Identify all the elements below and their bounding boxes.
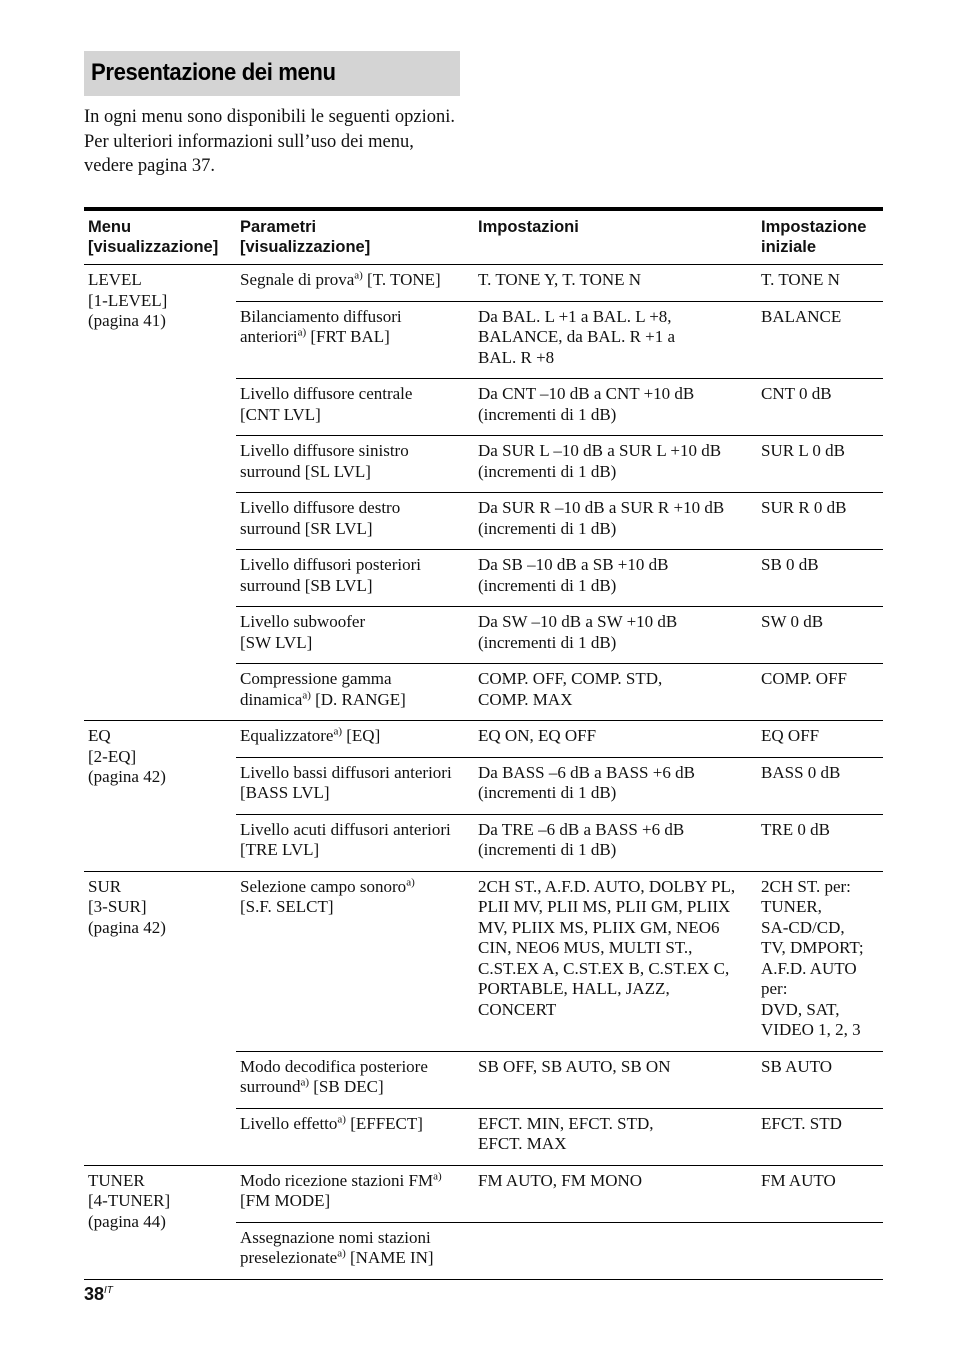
- param-cell: [236, 436, 474, 493]
- settings-line: PLII MV, PLII MS, PLII GM, PLIIX: [478, 897, 731, 916]
- page-number: [84, 1284, 113, 1305]
- menu-display: [3-SUR]: [88, 897, 147, 916]
- settings-cell: [474, 721, 757, 758]
- param-line: [SW LVL]: [240, 632, 313, 652]
- settings-line: Da SB –10 dB a SB +10 dB: [478, 555, 669, 574]
- settings-cell: [474, 265, 757, 302]
- param-cell: [236, 265, 474, 302]
- initial-line: DVD, SAT,: [761, 999, 840, 1019]
- title-band: [84, 51, 460, 96]
- settings-line: T. TONE Y, T. TONE N: [478, 270, 642, 289]
- settings-cell: [474, 550, 757, 607]
- header-settings: [474, 209, 757, 265]
- header-param-line1: Parametri: [240, 218, 317, 236]
- menu-cell-tuner: [84, 1165, 236, 1279]
- initial-line: TUNER,: [761, 897, 822, 916]
- page-title: Presentazione dei menu: [91, 59, 336, 86]
- initial-line: per:: [761, 979, 788, 998]
- settings-line: Da BASS –6 dB a BASS +6 dB: [478, 762, 695, 782]
- table-row: [84, 871, 883, 1051]
- page-number-value: 38: [84, 1284, 105, 1304]
- intro-paragraph: In ogni menu sono disponibili le seguenti opzioni. Per ulteriori informazioni sull’uso dei menu, vedere pagina 37.: [84, 107, 455, 176]
- param-line: [BASS LVL]: [240, 783, 330, 802]
- initial-cell: [757, 1165, 883, 1222]
- header-settings-line1: Impostazioni: [478, 218, 579, 236]
- settings-line: Da SUR R –10 dB a SUR R +10 dB: [478, 498, 725, 517]
- settings-cell: [474, 379, 757, 436]
- initial-line: SW 0 dB: [761, 612, 824, 631]
- settings-line: Da SUR L –10 dB a SUR L +10 dB: [478, 441, 722, 460]
- initial-cell: [757, 493, 883, 550]
- settings-line: Da SW –10 dB a SW +10 dB: [478, 612, 678, 631]
- param-line: anteriori$^{a)}$ [FRT BAL]: [240, 326, 390, 346]
- initial-cell: [757, 379, 883, 436]
- settings-line: COMP. OFF, COMP. STD,: [478, 669, 663, 688]
- param-line: Livello effetto$^{a)}$ [EFFECT]: [240, 1112, 423, 1133]
- initial-line: SUR R 0 dB: [761, 498, 847, 517]
- param-line: Livello diffusore sinistro: [240, 441, 409, 460]
- footnote-a: a): [300, 1076, 309, 1089]
- settings-cell: [474, 436, 757, 493]
- initial-line: A.F.D. AUTO: [761, 958, 857, 978]
- menu-cell-eq: [84, 721, 236, 872]
- param-line: Compressione gamma: [240, 669, 392, 688]
- settings-line: Da CNT –10 dB a CNT +10 dB: [478, 384, 695, 403]
- initial-line: EFCT. STD: [761, 1113, 842, 1133]
- param-line: [FM MODE]: [240, 1191, 331, 1210]
- header-initial-line1: Impostazione: [761, 218, 867, 236]
- settings-line: (incrementi di 1 dB): [478, 461, 617, 481]
- param-line: Livello diffusori posteriori: [240, 555, 421, 574]
- param-line: Livello diffusore destro: [240, 498, 401, 517]
- settings-line: SB OFF, SB AUTO, SB ON: [478, 1056, 671, 1076]
- param-cell: [236, 550, 474, 607]
- settings-line: COMP. MAX: [478, 689, 573, 709]
- initial-line: T. TONE N: [761, 270, 840, 289]
- page-language-suffix: IT: [104, 1285, 113, 1296]
- param-line: Livello subwoofer: [240, 612, 366, 631]
- param-line: Equalizzatore$^{a)}$ [EQ]: [240, 725, 381, 745]
- menu-cell-sur: [84, 871, 236, 1165]
- menu-page-ref: (pagina 44): [88, 1211, 166, 1231]
- menu-page-ref: (pagina 41): [88, 311, 166, 330]
- param-cell: [236, 607, 474, 664]
- settings-line: Da TRE –6 dB a BASS +6 dB: [478, 819, 685, 839]
- initial-line: SB 0 dB: [761, 555, 819, 574]
- initial-line: SB AUTO: [761, 1056, 833, 1076]
- initial-cell: [757, 721, 883, 758]
- initial-cell: [757, 607, 883, 664]
- menu-name: LEVEL: [88, 270, 142, 289]
- param-cell: [236, 871, 474, 1051]
- table-row: [84, 1165, 883, 1222]
- footnote-a: a): [333, 725, 342, 738]
- footnote-a: a): [337, 1112, 346, 1125]
- header-menu: [84, 209, 236, 265]
- initial-cell: [757, 436, 883, 493]
- param-line: Modo decodifica posteriore: [240, 1056, 428, 1076]
- initial-line: SA-CD/CD,: [761, 917, 845, 937]
- settings-line: EFCT. MIN, EFCT. STD,: [478, 1113, 654, 1133]
- param-line: surround$^{a)}$ [SB DEC]: [240, 1076, 384, 1096]
- initial-line: TV, DMPORT;: [761, 938, 864, 957]
- table-header-row: [84, 209, 883, 265]
- settings-line: C.ST.EX A, C.ST.EX B, C.ST.EX C,: [478, 958, 730, 978]
- settings-line: PORTABLE, HALL, JAZZ,: [478, 979, 670, 998]
- param-line: Livello bassi diffusori anteriori: [240, 762, 452, 782]
- param-cell: [236, 301, 474, 379]
- settings-line: CONCERT: [478, 999, 557, 1019]
- initial-line: BALANCE: [761, 306, 842, 326]
- initial-cell: [757, 1222, 883, 1279]
- initial-cell: [757, 1108, 883, 1165]
- header-initial: [757, 209, 883, 265]
- param-line: Livello acuti diffusori anteriori: [240, 819, 451, 839]
- settings-cell: [474, 757, 757, 814]
- header-initial-line2: iniziale: [761, 238, 817, 256]
- settings-cell: [474, 814, 757, 871]
- menu-display: [4-TUNER]: [88, 1191, 171, 1210]
- param-line: Bilanciamento diffusori: [240, 306, 402, 326]
- footnote-a: a): [433, 1169, 442, 1182]
- param-line: preselezionate$^{a)}$ [NAME IN]: [240, 1247, 434, 1267]
- initial-line: COMP. OFF: [761, 669, 847, 688]
- footnote-a: a): [302, 688, 311, 701]
- param-line: [TRE LVL]: [240, 840, 320, 859]
- param-cell: [236, 814, 474, 871]
- footnote-a: a): [354, 269, 363, 282]
- settings-cell: [474, 1222, 757, 1279]
- param-cell: [236, 1108, 474, 1165]
- initial-line: SUR L 0 dB: [761, 441, 845, 460]
- table-row: [84, 265, 883, 302]
- settings-line: (incrementi di 1 dB): [478, 404, 617, 424]
- settings-line: (incrementi di 1 dB): [478, 575, 617, 595]
- param-line: surround [SB LVL]: [240, 575, 373, 595]
- header-param-line2: [visualizzazione]: [240, 238, 371, 256]
- settings-line: (incrementi di 1 dB): [478, 840, 617, 859]
- param-line: surround [SL LVL]: [240, 461, 371, 481]
- param-line: Assegnazione nomi stazioni: [240, 1227, 431, 1247]
- settings-line: BALANCE, da BAL. R +1 a: [478, 327, 676, 346]
- menu-name: TUNER: [88, 1170, 145, 1190]
- param-cell: [236, 721, 474, 758]
- footnote-a: a): [337, 1247, 346, 1260]
- initial-line: CNT 0 dB: [761, 384, 832, 403]
- menu-name: SUR: [88, 876, 122, 896]
- settings-line: EQ ON, EQ OFF: [478, 726, 597, 745]
- param-line: [S.F. SELCT]: [240, 897, 334, 916]
- param-cell: [236, 493, 474, 550]
- settings-line: MV, PLIIX MS, PLIIX GM, NEO6: [478, 917, 720, 937]
- initial-cell: [757, 265, 883, 302]
- menu-display: [1-LEVEL]: [88, 290, 168, 310]
- initial-cell: [757, 550, 883, 607]
- settings-cell: [474, 1051, 757, 1108]
- initial-line: 2CH ST. per:: [761, 876, 851, 896]
- header-menu-line1: Menu: [88, 218, 132, 236]
- settings-line: 2CH ST., A.F.D. AUTO, DOLBY PL,: [478, 876, 736, 896]
- initial-cell: [757, 301, 883, 379]
- settings-cell: [474, 1165, 757, 1222]
- param-cell: [236, 1222, 474, 1279]
- param-cell: [236, 1165, 474, 1222]
- initial-line: EQ OFF: [761, 726, 820, 745]
- settings-cell: [474, 1108, 757, 1165]
- menu-name: EQ: [88, 726, 111, 745]
- param-line: Livello diffusore centrale: [240, 384, 413, 403]
- menu-table: [84, 207, 883, 1280]
- initial-cell: [757, 1051, 883, 1108]
- initial-cell: [757, 871, 883, 1051]
- param-line: surround [SR LVL]: [240, 518, 373, 538]
- settings-line: FM AUTO, FM MONO: [478, 1170, 643, 1190]
- param-cell: [236, 379, 474, 436]
- initial-line: BASS 0 dB: [761, 762, 841, 782]
- menu-page-ref: (pagina 42): [88, 767, 166, 786]
- settings-cell: [474, 664, 757, 721]
- header-menu-line2: [visualizzazione]: [88, 238, 219, 256]
- table-row: [84, 721, 883, 758]
- param-cell: [236, 1051, 474, 1108]
- settings-cell: [474, 493, 757, 550]
- settings-line: (incrementi di 1 dB): [478, 518, 617, 538]
- initial-line: FM AUTO: [761, 1170, 836, 1190]
- menu-page-ref: (pagina 42): [88, 917, 166, 937]
- settings-line: Da BAL. L +1 a BAL. L +8,: [478, 306, 672, 326]
- header-parameters: [236, 209, 474, 265]
- footnote-a: a): [297, 326, 307, 339]
- footnote-a: a): [406, 875, 415, 888]
- param-line: [CNT LVL]: [240, 404, 321, 424]
- initial-cell: [757, 757, 883, 814]
- param-cell: [236, 664, 474, 721]
- initial-cell: [757, 664, 883, 721]
- settings-line: BAL. R +8: [478, 347, 555, 367]
- settings-line: CIN, NEO6 MUS, MULTI ST.,: [478, 938, 693, 957]
- param-line: Segnale di prova$^{a)}$ [T. TONE]: [240, 269, 441, 289]
- settings-cell: [474, 871, 757, 1051]
- param-line: dinamica$^{a)}$ [D. RANGE]: [240, 688, 406, 709]
- initial-cell: [757, 814, 883, 871]
- param-cell: [236, 757, 474, 814]
- param-line: Modo ricezione stazioni FM$^{a)}$: [240, 1169, 442, 1190]
- settings-line: EFCT. MAX: [478, 1134, 567, 1153]
- settings-line: (incrementi di 1 dB): [478, 632, 617, 652]
- settings-line: (incrementi di 1 dB): [478, 783, 617, 802]
- menu-display: [2-EQ]: [88, 746, 137, 766]
- param-line: Selezione campo sonoro$^{a)}$: [240, 875, 415, 896]
- menu-cell-level: [84, 265, 236, 721]
- initial-line: TRE 0 dB: [761, 819, 830, 839]
- settings-cell: [474, 301, 757, 379]
- initial-line: VIDEO 1, 2, 3: [761, 1020, 861, 1039]
- settings-cell: [474, 607, 757, 664]
